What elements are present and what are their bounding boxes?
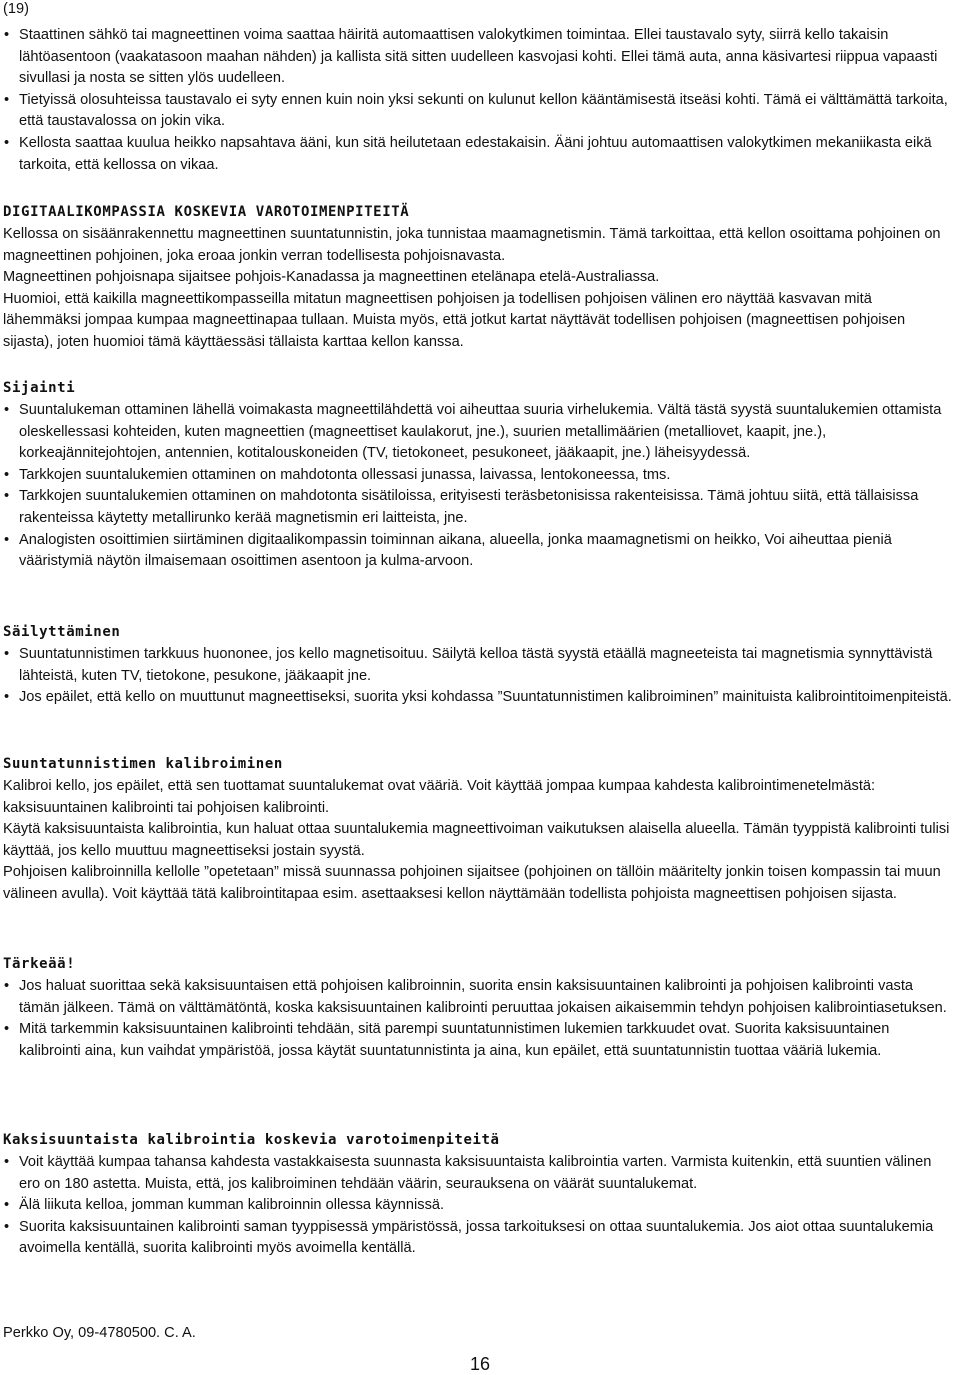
section-heading: Sijainti: [3, 380, 76, 396]
list-item: • Mitä tarkemmin kaksisuuntainen kalibrointi tehdään, sitä parempi suuntatunnistimen lukemien tarkkuudet ovat. Suorita kaksisuuntainen kalibrointi aina, kun vaihdat ympäristöä, jossa käytät suuntatunnistinta ja aina, kun epäilet, että suuntatunnistin tuottaa vääriä lukemia.: [3, 1019, 953, 1062]
list-item: • Tietyissä olosuhteissa taustavalo ei syty ennen kuin noin yksi sekunti on kulunut kellon kääntämisestä itseäsi kohti. Tämä ei välttämättä tarkoita, että taustavalossa on jokin vika.: [3, 90, 953, 133]
list-item: • Staattinen sähkö tai magneettinen voima saattaa häiritä automaattisen valokytkimen toimintaa. Ellei taustavalo syty, siirrä kello takaisin lähtöasentoon (vaakatasoon maahan nähden) ja kallista sitä sitten uudelleen kasvojasi kohti. Ellei tämä auta, anna käsivartesi riippua vapaasti sivullasi ja nosta se sitten ylös uudelleen.: [3, 25, 953, 90]
storage-section: [3, 622, 953, 709]
intro-bullet-list: [3, 25, 953, 176]
list-item: • Kellosta saattaa kuulua heikko napsahtava ääni, kun sitä heilutetaan edestakaisin. Ääni johtuu automaattisen valokytkimen mekaniikasta eikä tarkoita, että kellossa on vikaa.: [3, 133, 953, 176]
paragraph: Magneettinen pohjoisnapa sijaitsee pohjois-Kanadassa ja magneettinen etelänapa etelä-Australiassa.: [3, 269, 660, 286]
list-item: • Jos epäilet, että kello on muuttunut magneettiseksi, suorita yksi kohdassa ”Suuntatunnistimen kalibroiminen” mainituista kalibrointitoimenpiteistä.: [3, 687, 953, 709]
list-item: • Suorita kaksisuuntainen kalibrointi saman tyyppisessä ympäristössä, jossa tarkoituksesi on ottaa suuntalukemia. Jos aiot ottaa suuntalukemia avoimella kentällä, suorita kalibrointi myös avoimella kentällä.: [3, 1217, 953, 1260]
section-heading: Tärkeää!: [3, 956, 76, 972]
important-section: [3, 954, 953, 1062]
two-way-calibration-section: [3, 1130, 953, 1260]
paragraph: Kalibroi kello, jos epäilet, että sen tuottamat suuntalukemat ovat vääriä. Voit käyttää jompaa kumpaa kahdesta kalibrointimenetelmästä: kaksisuuntainen kalibrointi tai pohjoisen kalibrointi.: [3, 778, 876, 816]
page-number: 16: [469, 1354, 491, 1374]
list-item: • Jos haluat suorittaa sekä kaksisuuntaisen että pohjoisen kalibroinnin, suorita ensin kaksisuuntainen kalibrointi ja pohjoisen kalibrointi vasta tämän jälkeen. Tämä on välttämätöntä, koska kaksisuuntainen kalibrointi peruuttaa jokaisen aikaisemmin tehdyn pohjoisen kalibrointiasetuksen.: [3, 976, 953, 1019]
section-heading: Suuntatunnistimen kalibroiminen: [3, 756, 283, 772]
paragraph: Pohjoisen kalibroinnilla kellolle ”opetetaan” missä suunnassa pohjoinen sijaitsee (pohjoinen on tällöin määritelty jonkin toisen kompassin tai muun välineen avulla). Voit käyttää tätä kalibrointitapaa esim. asettaaksesi kellon näyttämään todellista pohjoista magneettisen pohjoisen sijasta.: [3, 864, 941, 902]
list-item: • Tarkkojen suuntalukemien ottaminen on mahdotonta ollessasi junassa, laivassa, lentokoneessa, tms.: [3, 465, 953, 487]
section-heading: DIGITAALIKOMPASSIA KOSKEVIA VAROTOIMENPITEITÄ: [3, 204, 410, 220]
paragraph: Kellossa on sisäänrakennettu magneettinen suuntatunnistin, joka tunnistaa maamagnetismin. Tämä tarkoittaa, että kellon osoittama pohjoinen on magneettinen pohjoinen, joka eroaa jonkin verran todellisesta pohjoisnavasta.: [3, 226, 941, 264]
list-item: • Tarkkojen suuntalukemien ottaminen on mahdotonta sisätiloissa, erityisesti teräsbetonisissa rakenteisissa. Tämä johtuu siitä, että tällaisissa rakenteissa käytetty metallirunko kerää magnetismin eri laitteista, jne.: [3, 486, 953, 529]
paragraph: Huomioi, että kaikilla magneettikompasseilla mitatun magneettisen pohjoisen ja todellisen pohjoisen välinen ero näyttää kasvavan mitä lähemmäksi jompaa kumpaa magneettinapaa tullaan. Muista myös, että jotkut kartat näyttävät todellisen pohjoisen (magneettisen pohjoisen sijasta), joten huomioi tämä käyttäessäsi tällaista karttaa kellon kanssa.: [3, 290, 906, 350]
list-item: • Älä liikuta kelloa, jomman kumman kalibroinnin ollessa käynnissä.: [3, 1195, 953, 1217]
footer-company: Perkko Oy, 09-4780500. C. A.: [3, 1325, 196, 1341]
list-item: • Analogisten osoittimien siirtäminen digitaalikompassin toiminnan aikana, alueella, jonka maamagnetismi on heikko, Voi aiheuttaa pieniä vääristymiä näytön ilmaisemaan osoittimen asentoon ja kulma-arvoon.: [3, 530, 953, 573]
paragraph: Käytä kaksisuuntaista kalibrointia, kun haluat ottaa suuntalukemia magneettivoiman vaikutuksen alaisella alueella. Tämän tyyppistä kalibrointi tulisi käyttää, jos kello muuttuu magneettiseksi jostain syystä.: [3, 821, 950, 859]
list-item: • Voit käyttää kumpaa tahansa kahdesta vastakkaisesta suunnasta kaksisuuntaista kalibrointia varten. Varmista kuitenkin, että suuntien välinen ero on 180 astetta. Muista, että, jos kalibroiminen tehdään väärin, seurauksena on väärät suuntalukemat.: [3, 1152, 953, 1195]
bullet-list: [3, 1152, 953, 1260]
page-label: (19): [3, 1, 29, 17]
compass-section: [3, 202, 953, 354]
calibration-section: [3, 754, 953, 906]
section-heading: Kaksisuuntaista kalibrointia koskevia varotoimenpiteitä: [3, 1132, 500, 1148]
list-item: • Suuntalukeman ottaminen lähellä voimakasta magneettilähdettä voi aiheuttaa suuria virhelukemia. Vältä tästä syystä suuntalukemien ottamista oleskellessasi kohteiden, kuten magneettien (magneettiset kaulakorut, jne.), suurien metallimäärien (metalliovet, kaapit, jne.), korkeajännitejohtojen, antennien, kotitalouskoneiden (TV, tietokoneet, pesukoneet, jääkaapit, jne.) läheisyydessä.: [3, 400, 953, 465]
bullet-list: [3, 644, 953, 709]
list-item: • Suuntatunnistimen tarkkuus huononee, jos kello magnetisoituu. Säilytä kelloa tästä syystä etäällä magneeteista tai magnetismia synnyttävistä lähteistä, kuten TV, tietokone, pesukone, jääkaapit jne.: [3, 644, 953, 687]
location-section: [3, 378, 953, 573]
bullet-list: [3, 400, 953, 573]
bullet-list: [3, 976, 953, 1062]
section-heading: Säilyttäminen: [3, 624, 121, 640]
